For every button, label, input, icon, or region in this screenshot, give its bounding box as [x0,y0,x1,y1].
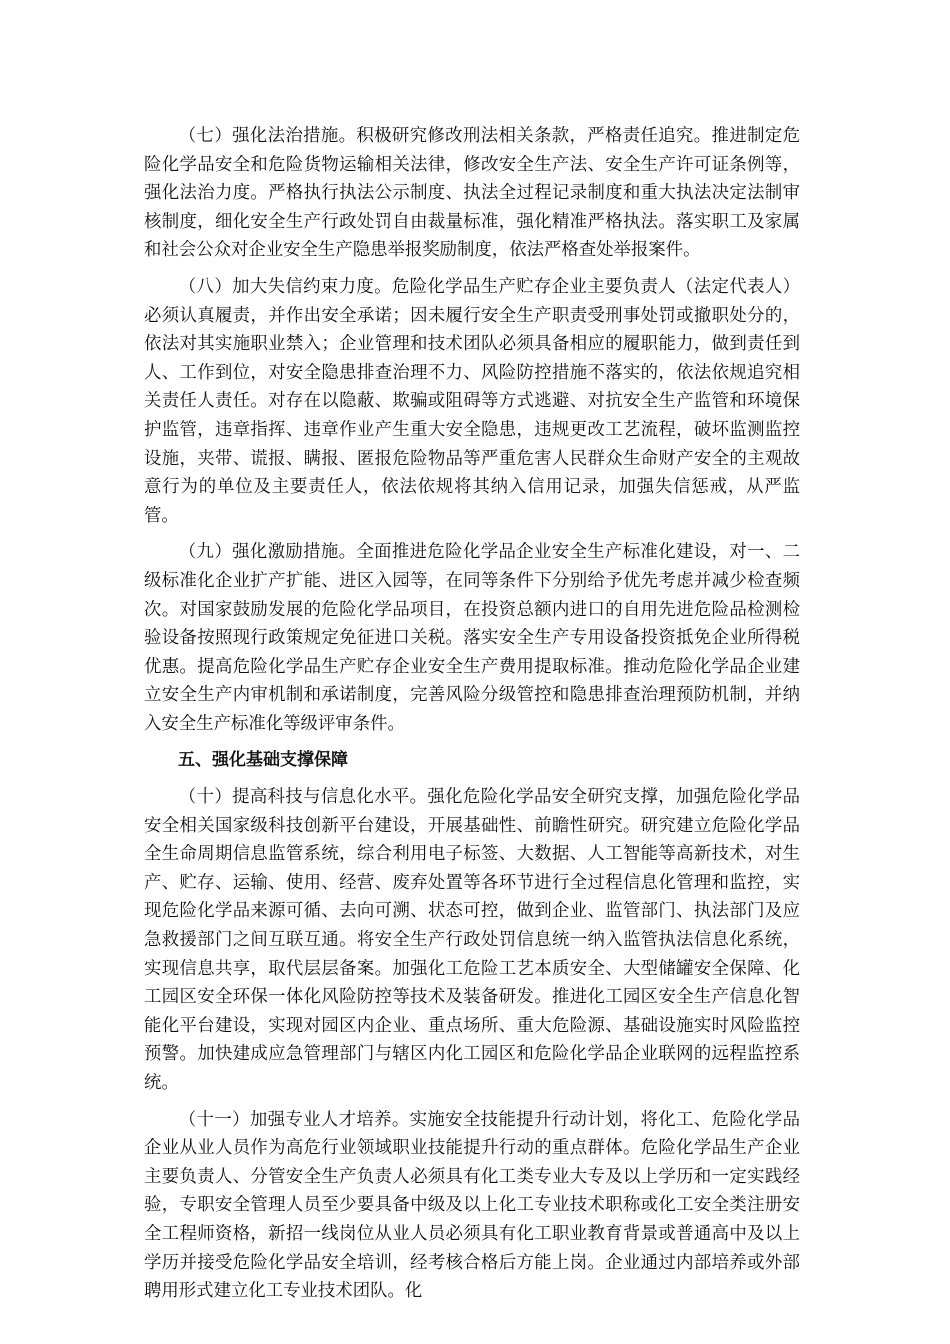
paragraph-10-technology-informatization: （十）提高科技与信息化水平。强化危险化学品安全研究支撑，加强危险化学品安全相关国家级科技创新平台建设，开展基础性、前瞻性研究。研究建立危险化学品全生命周期信息监管系统，综合利用电子标签、大数据、人工智能等高新技术，对生产、贮存、运输、使用、经营、废弃处置等各环节进行全过程信息化管理和监控，实现危险化学品来源可循、去向可溯、状态可控，做到企业、监管部门、执法部门及应急救援部门之间互联互通。将安全生产行政处罚信息统一纳入监管执法信息化系统，实现信息共享，取代层层备案。加强化工危险工艺本质安全、大型储罐安全保障、化工园区安全环保一体化风险防控等技术及装备研发。推进化工园区安全生产信息化智能化平台建设，实现对园区内企业、重点场所、重大危险源、基础设施实时风险监控预警。加快建成应急管理部门与辖区内化工园区和危险化学品企业联网的远程监控系统。 [144,787,800,1093]
section-heading-5: 五、强化基础支撑保障 [178,750,348,771]
paragraph-8-credit-constraints: （八）加大失信约束力度。危险化学品生产贮存企业主要负责人（法定代表人）必须认真履责，并作出安全承诺；因未履行安全生产职责受刑事处罚或撤职处分的，依法对其实施职业禁入；企业管理和技术团队必须具备相应的履职能力，做到责任到人、工作到位，对安全隐患排查治理不力、风险防控措施不落实的，依法依规追究相关责任人责任。对存在以隐蔽、欺骗或阻碍等方式逃避、对抗安全生产监管和环境保护监管，违章指挥、违章作业产生重大安全隐患，违规更改工艺流程，破坏监测监控设施，夹带、谎报、瞒报、匿报危险物品等严重危害人民群众生命财产安全的主观故意行为的单位及主要责任人，依法依规将其纳入信用记录，加强失信惩戒，从严监管。 [144,276,800,526]
paragraph-7-legal-measures: （七）强化法治措施。积极研究修改刑法相关条款，严格责任追究。推进制定危险化学品安全和危险货物运输相关法律，修改安全生产法、安全生产许可证条例等，强化法治力度。严格执行执法公示制度、执法全过程记录制度和重大执法决定法制审核制度，细化安全生产行政处罚自由裁量标准，强化精准严格执法。落实职工及家属和社会公众对企业安全生产隐患举报奖励制度，依法严格查处举报案件。 [144,126,800,261]
paragraph-11-talent-training: （十一）加强专业人才培养。实施安全技能提升行动计划，将化工、危险化学品企业从业人员作为高危行业领域职业技能提升行动的重点群体。危险化学品生产企业主要负责人、分管安全生产负责人必须具有化工类专业大专及以上学历和一定实践经验，专职安全管理人员至少要具备中级及以上化工专业技术职称或化工安全类注册安全工程师资格，新招一线岗位从业人员必须具有化工职业教育背景或普通高中及以上学历并接受危险化学品安全培训，经考核合格后方能上岗。企业通过内部培养或外部聘用形式建立化工专业技术团队。化 [144,1109,800,1302]
document-body [144,122,800,1314]
paragraph-9-incentive-measures: （九）强化激励措施。全面推进危险化学品企业安全生产标准化建设，对一、二级标准化企业扩产扩能、进区入园等，在同等条件下分别给予优先考虑并减少检查频次。对国家鼓励发展的危险化学品项目，在投资总额内进口的自用先进危险品检测检验设备按照现行政策规定免征进口关税。落实安全生产专用设备投资抵免企业所得税优惠。提高危险化学品生产贮存企业安全生产费用提取标准。推动危险化学品企业建立安全生产内审机制和承诺制度，完善风险分级管控和隐患排查治理预防机制，并纳入安全生产标准化等级评审条件。 [144,542,800,734]
